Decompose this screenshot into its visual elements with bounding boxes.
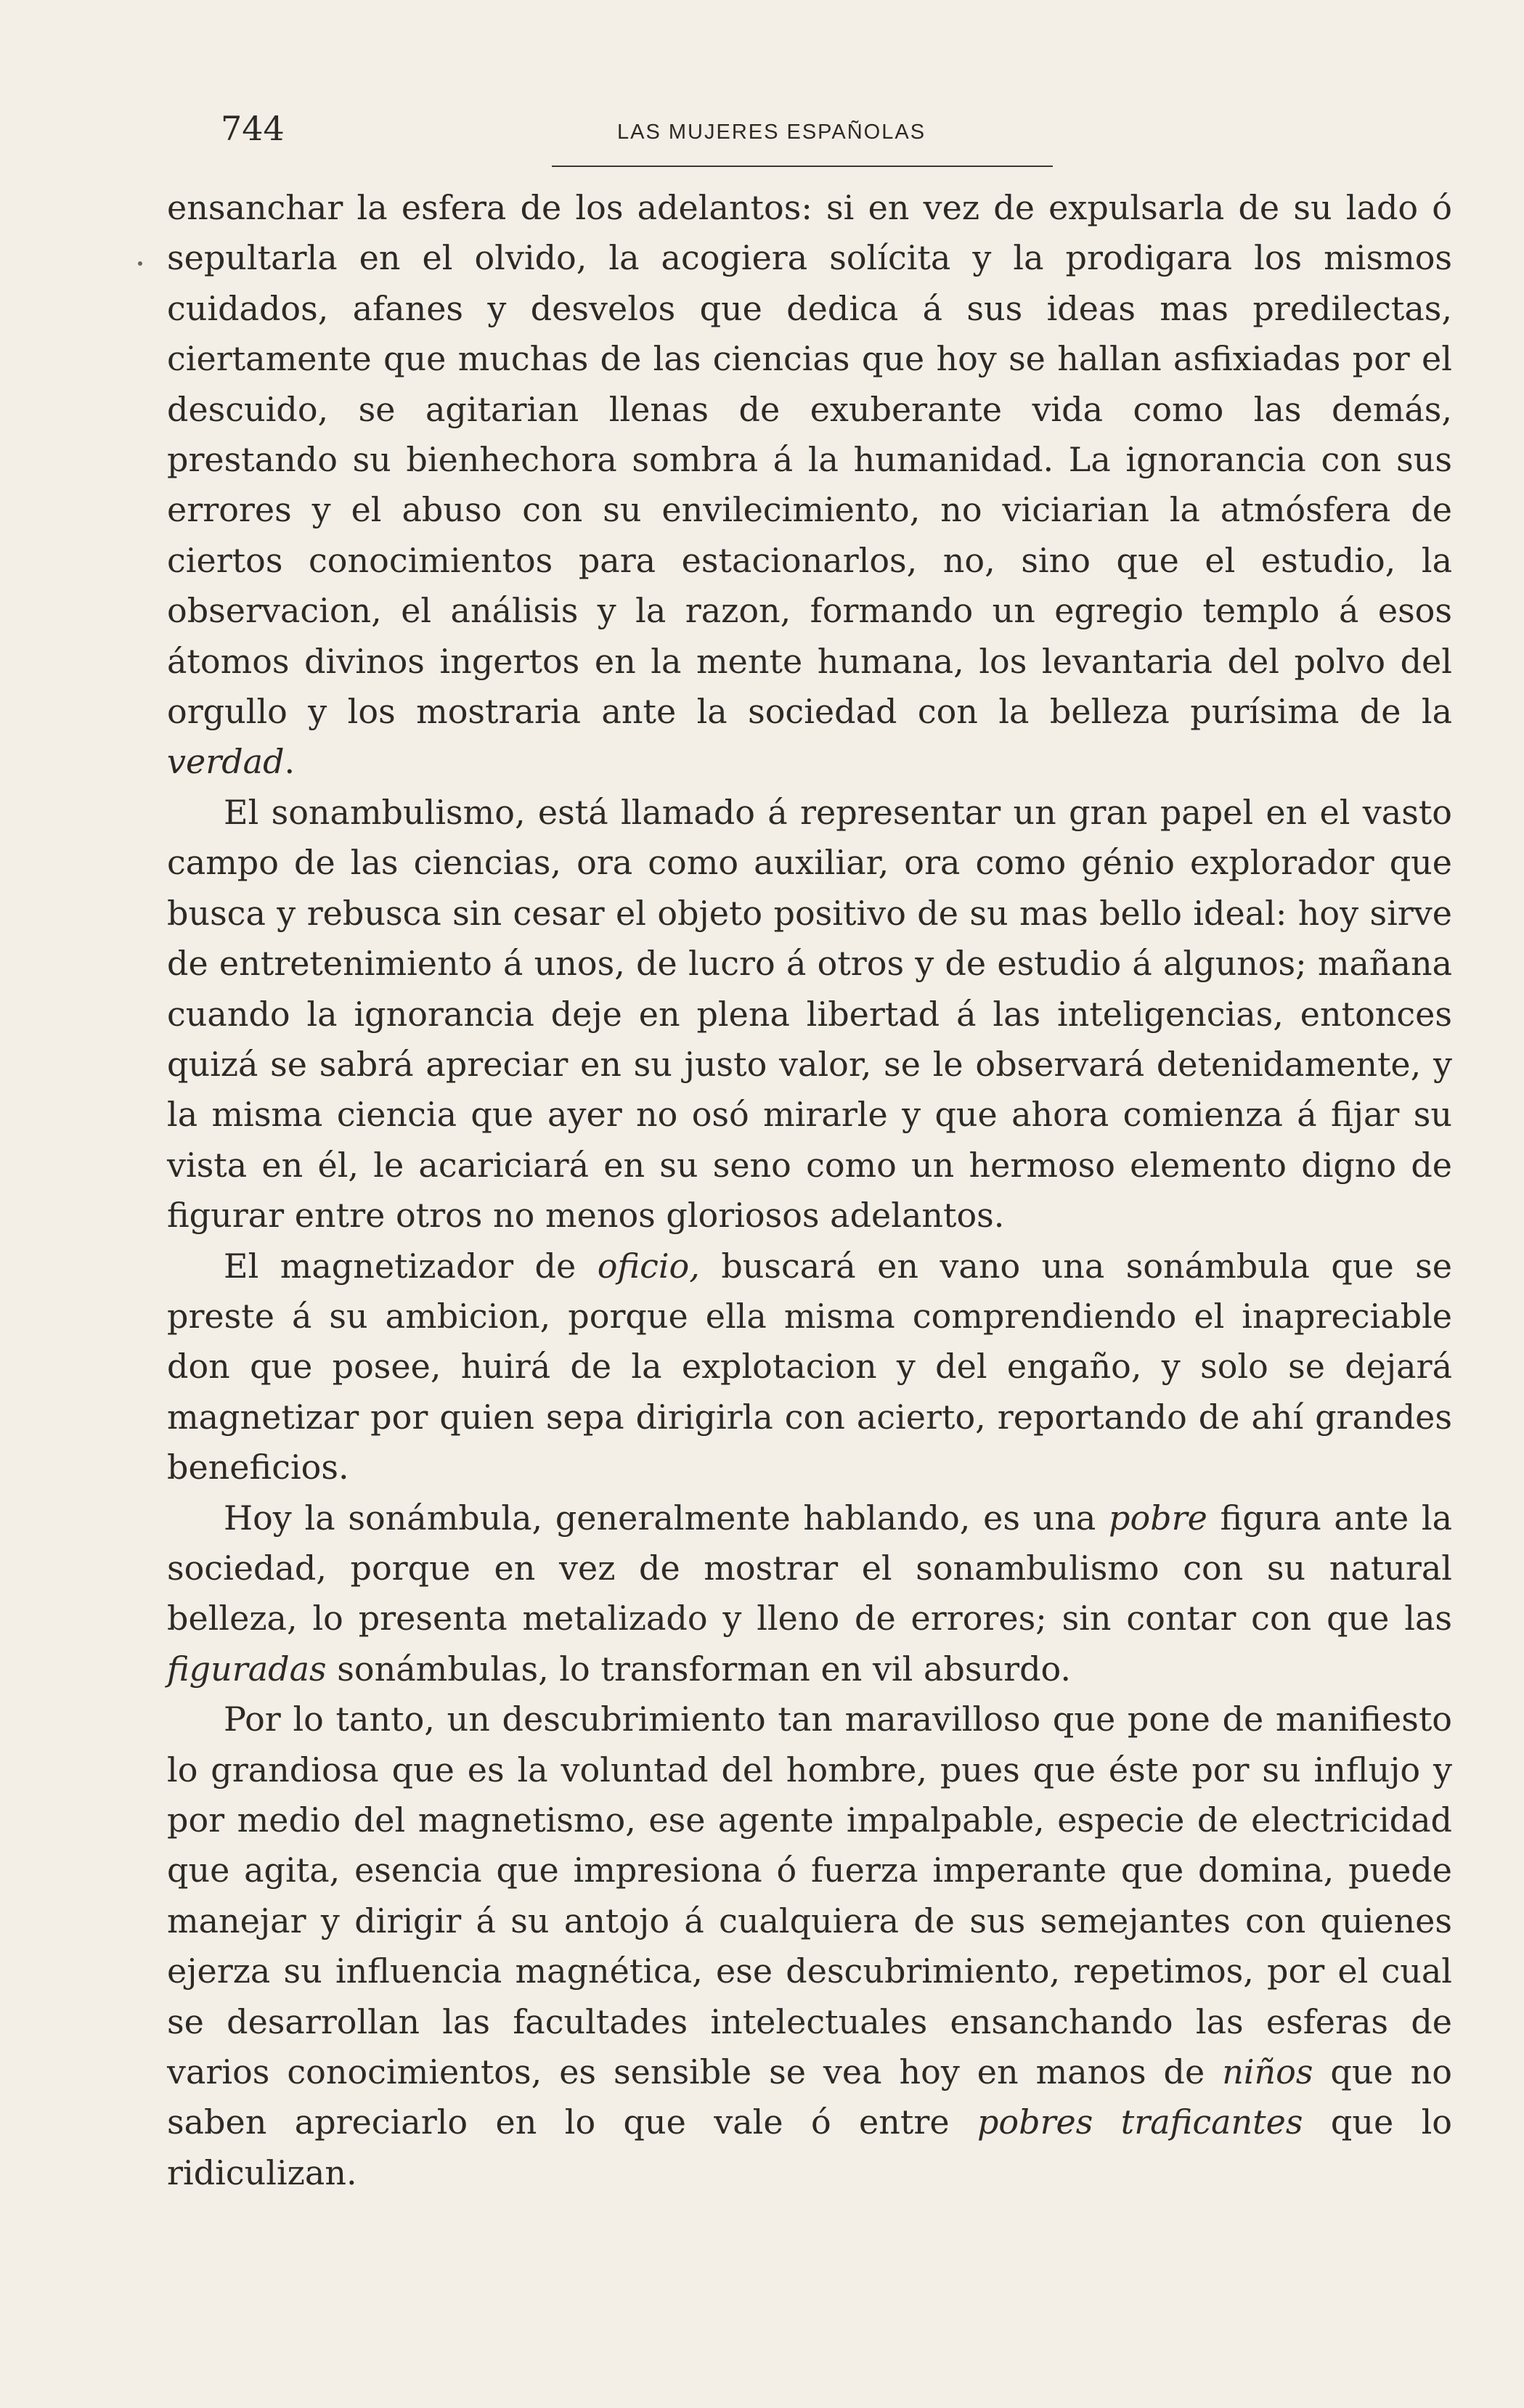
- paragraph-2-text: El sonambulismo, está llamado á representar un gran papel en el vasto campo de las ciencias, ora como auxiliar, ora como génio explorador que busca y rebusca sin cesar el objeto positivo de su mas bello ideal: hoy sirve de entretenimiento á unos, de lucro á otros y de estudio á algunos; mañana cuando la ignorancia deje en plena libertad á las inteligencias, entonces quizá se sabrá apreciar en su justo valor, se le observará detenidamente, y la misma ciencia que ayer no osó mirarle y que ahora comienza á fijar su vista en él, le acariciará en su seno como un hermoso elemento digno de figurar entre otros no menos gloriosos adelantos.: [167, 792, 1452, 1236]
- paragraph-4-text-b: figura ante la sociedad, porque en vez de mostrar el sonambulismo con su natural belleza, lo presenta metalizado y lleno de errores; sin contar con que las: [167, 1498, 1453, 1638]
- paragraph-4-italic-pobre: pobre: [1109, 1498, 1207, 1538]
- paragraph-4: [167, 1493, 1452, 1695]
- paragraph-3-italic-oficio: oficio,: [597, 1246, 700, 1286]
- paragraph-4-text-c: sonámbulas, lo transforman en vil absurdo.: [326, 1649, 1072, 1689]
- paragraph-1: [167, 183, 1452, 788]
- paragraph-5-text-c: que lo ridiculizan.: [167, 2102, 1452, 2192]
- paragraph-3-text-a: El magnetizador de: [224, 1246, 598, 1286]
- paragraph-5: [167, 1694, 1452, 2198]
- paragraph-5-text-a: Por lo tanto, un descubrimiento tan maravilloso que pone de manifiesto lo grandiosa que es la voluntad del hombre, pues que éste por su influjo y por medio del magnetismo, ese agente impalpable, especie de electricidad que agita, esencia que impresiona ó fuerza imperante que domina, puede manejar y dirigir á su antojo á cualquiera de sus semejantes con quienes ejerza su influencia magnética, ese descubrimiento, repetimos, por el cual se desarrollan las facultades intelectuales ensanchando las esferas de varios conocimientos, es sensible se vea hoy en manos de: [167, 1699, 1452, 2092]
- paragraph-4-text-a: Hoy la sonámbula, generalmente hablando, es una: [224, 1498, 1109, 1538]
- header-rule: [552, 166, 1053, 167]
- paragraph-3-text-b: buscará en vano una sonámbula que se preste á su ambicion, porque ella misma comprendiendo el inapreciable don que posee, huirá de la explotacion y del engaño, y solo se dejará magnetizar por quien sepa dirigirla con acierto, reportando de ahí grandes beneficios.: [167, 1246, 1452, 1487]
- paragraph-1-text: ensanchar la esfera de los adelantos: si en vez de expulsarla de su lado ó sepultarla en el olvido, la acogiera solícita y la prodigara los mismos cuidados, afanes y desvelos que dedica á sus ideas mas predilectas, ciertamente que muchas de las ciencias que hoy se hallan asfixiadas por el descuido, se agitarian llenas de exuberante vida como las demás, prestando su bienhechora sombra á la humanidad. La ignorancia con sus errores y el abuso con su envilecimiento, no viciarian la atmósfera de ciertos conocimientos para estacionarlos, no, sino que el estudio, la observacion, el análisis y la razon, formando un egregio templo á esos átomos divinos ingertos en la mente humana, los levantaria del polvo del orgullo y los mostraria ante la sociedad con la belleza purísima de la: [167, 188, 1452, 732]
- paragraph-3: [167, 1241, 1452, 1493]
- paragraph-1-end: .: [284, 742, 296, 782]
- paragraph-1-italic-verdad: verdad: [167, 742, 285, 782]
- paragraph-5-italic-pobres-traficantes: pobres traficantes: [977, 2102, 1303, 2142]
- running-head: LAS MUJERES ESPAÑOLAS: [617, 121, 926, 144]
- page-header: [167, 109, 1452, 167]
- page-number: 744: [221, 109, 285, 148]
- paragraph-4-italic-figuradas: figuradas: [167, 1649, 327, 1689]
- paragraph-5-italic-ninos: niños: [1222, 2052, 1313, 2092]
- body-text: [167, 183, 1452, 2198]
- paragraph-5-text-b: que no saben apreciarlo en lo que vale ó entre: [167, 2052, 1453, 2142]
- margin-speck: [138, 261, 142, 266]
- paragraph-2: [167, 788, 1452, 1241]
